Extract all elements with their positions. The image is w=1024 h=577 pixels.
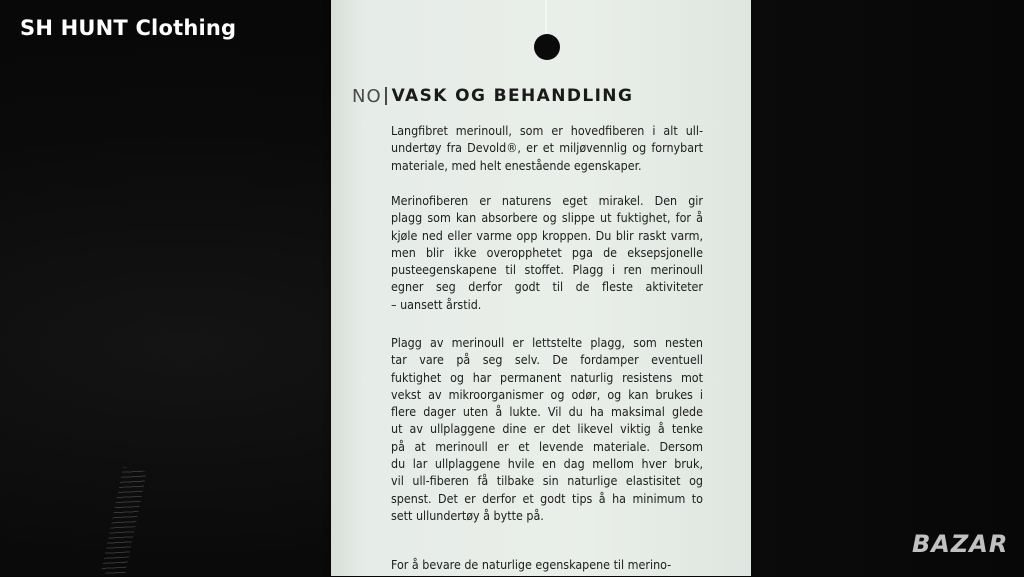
text-line: – uansett årstid. <box>391 296 482 312</box>
watermark-logo: BAZAR <box>912 530 1009 558</box>
tag-heading <box>352 84 633 108</box>
text-line: på at merinoull er et levende materiale. Dersom <box>391 438 703 454</box>
text-line: egner seg derfor godt til de fleste aktiviteter <box>391 279 703 295</box>
heading-divider <box>385 87 387 105</box>
paragraph-4 <box>391 556 703 573</box>
watermark-text: SH HUNT Clothing <box>20 16 237 40</box>
paragraph-1 <box>391 122 703 174</box>
paragraph-3 <box>391 334 703 524</box>
text-line: flere dager uten å lukte. Vil du ha maksimal glede <box>391 404 703 420</box>
text-line: ut av ullplaggene dine er det likevel viktig å tenke <box>391 421 703 437</box>
text-line: Plagg av merinoull er lettstelte plagg, som nesten <box>391 335 703 350</box>
care-label-tag <box>331 0 751 576</box>
language-code: NO <box>352 85 382 107</box>
text-line: spenst. Det er derfor et godt tips å ha minimum to <box>391 490 703 506</box>
tag-string <box>545 0 547 36</box>
text-line: fuktighet og har permanent naturlig resistens mot <box>391 369 703 385</box>
text-line: vekst av mikroorganismer og odør, og kan brukes i <box>391 386 703 402</box>
text-line: du lar ullplaggene hvile en dag mellom hver bruk, <box>391 456 703 472</box>
text-line: pusteegenskapene til stoffet. Plagg i ren merinoull <box>391 262 703 278</box>
text-line: Merinofiberen er naturens eget mirakel. Den gir <box>391 193 703 208</box>
text-line: kjøle ned eller varme opp kroppen. Du blir raskt varm, <box>391 227 703 243</box>
tag-hole <box>534 34 560 60</box>
paragraph-2 <box>391 192 703 313</box>
text-line: tar vare på seg selv. De fordamper eventuell <box>391 352 703 368</box>
text-line: For å bevare de naturlige egenskapene til merino- <box>391 557 672 572</box>
text-line: Langfibret merinoull, som er hovedfiberen i alt ull- <box>391 123 703 138</box>
text-line: plagg som kan absorbere og slippe ut fuktighet, for å <box>391 210 703 226</box>
text-line: vil ull-fiberen få tilbake sin naturlige elastisitet og <box>391 473 703 489</box>
text-line: undertøy fra Devold®, er et miljøvennlig og fornybart <box>391 140 703 156</box>
tag-title: VASK OG BEHANDLING <box>391 86 634 106</box>
fabric-fold <box>750 0 1024 576</box>
text-line: men blir ikke overopphetet pga de eksepsjonelle <box>391 244 703 260</box>
text-line: materiale, med helt enestående egenskaper. <box>391 157 642 173</box>
text-line: sett ullundertøy å bytte på. <box>391 507 544 523</box>
